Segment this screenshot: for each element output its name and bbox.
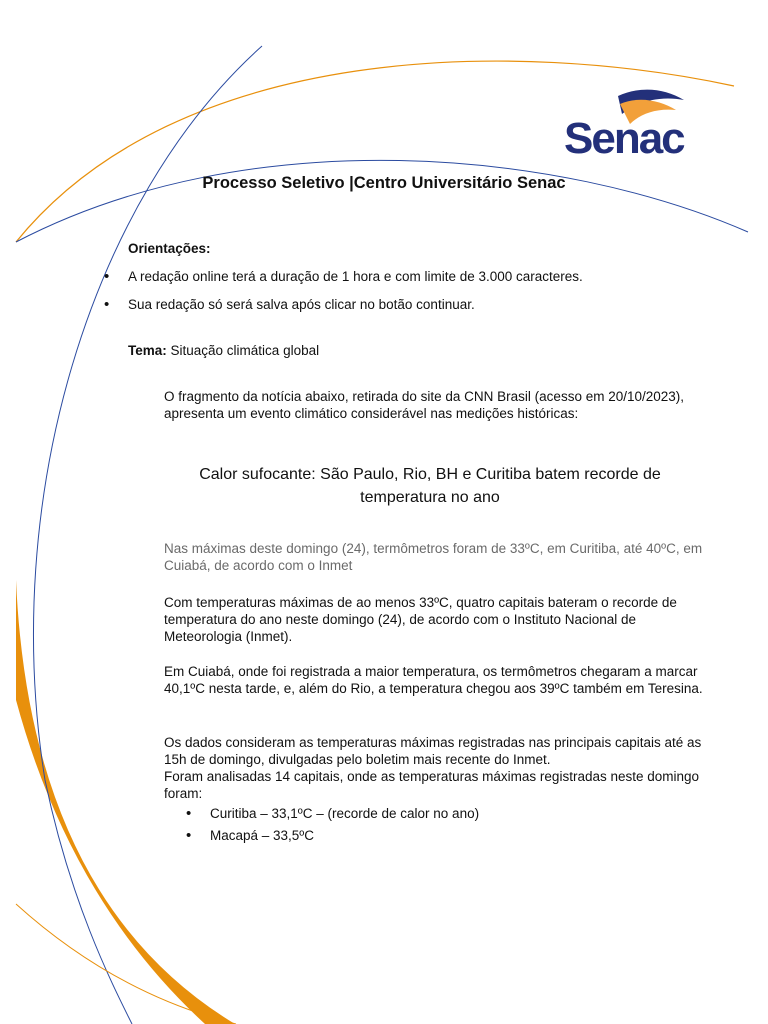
article-paragraph: Os dados consideram as temperaturas máximas registradas nas principais capitais até as 15h de domingo, divulgadas pelo boletim mais recente do Inmet. [164,735,702,767]
tema-line [128,343,319,358]
orientacoes-label: Orientações: [128,241,211,256]
tema-label: Tema: [128,343,167,358]
article-headline: Calor sufocante: São Paulo, Rio, BH e Curitiba batem recorde de temperatura no ano [199,466,661,506]
record-item: • Curitiba – 33,1ºC – (recorde de calor no ano) [186,805,479,822]
orientacao-item: • A redação online terá a duração de 1 hora e com limite de 3.000 caracteres. [104,268,724,285]
record-item: • Macapá – 33,5ºC [186,827,479,844]
orientacoes-list [104,268,724,324]
tema-value: Situação climática global [166,343,320,358]
orientacao-item: • Sua redação só será salva após clicar no botão continuar. [104,296,724,313]
senac-logo [564,113,696,161]
svg-text:Senac: Senac [564,114,684,161]
records-list [186,805,479,849]
page-title: Processo Seletivo |Centro Universitário Senac [202,174,566,192]
article-paragraph: Com temperaturas máximas de ao menos 33ºC, quatro capitais bateram o recorde de temperatura do ano neste domingo (24), de acordo com o Instituto Nacional de Meteorologia (Inmet). [164,595,677,644]
article-paragraph: Em Cuiabá, onde foi registrada a maior temperatura, os termômetros chegaram a marcar 40,1ºC nesta tarde, e, além do Rio, a temperatura chegou aos 39ºC também em Teresina. [164,664,703,696]
article-paragraph: Foram analisadas 14 capitais, onde as temperaturas máximas registradas neste domingo foram: [164,769,700,801]
article-lead: Nas máximas deste domingo (24), termômetros foram de 33ºC, em Curitiba, até 40ºC, em Cuiabá, de acordo com o Inmet [164,541,703,573]
intro-paragraph: O fragmento da notícia abaixo, retirada do site da CNN Brasil (acesso em 20/10/2023), apresenta um evento climático considerável nas medições históricas: [164,389,685,421]
